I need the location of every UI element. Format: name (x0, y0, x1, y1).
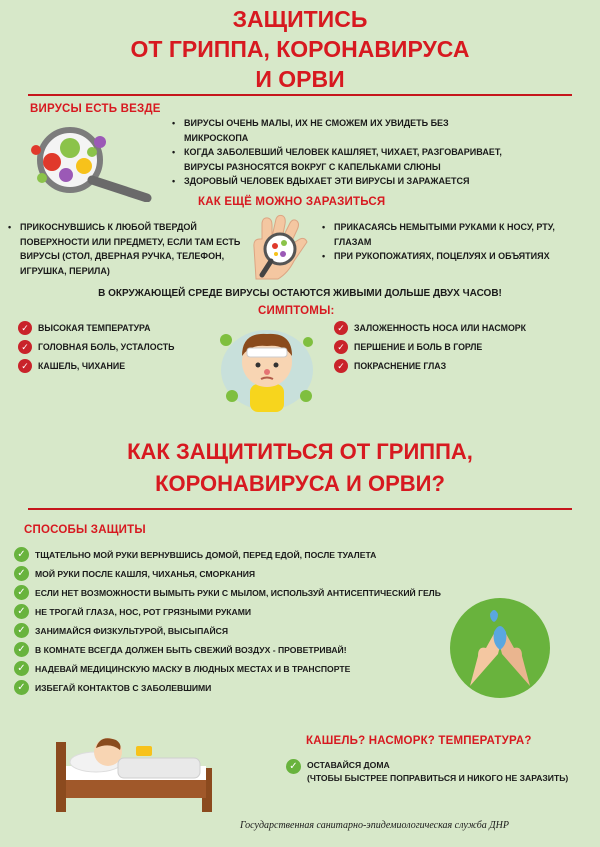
list-item: • ПРИКОСНУВШИСЬ К ЛЮБОЙ ТВЕРДОЙ ПОВЕРХНОСТИ ИЛИ ПРЕДМЕТУ, ЕСЛИ ТАМ ЕСТЬ ВИРУСЫ (СТОЛ, ДВЕРНАЯ РУЧКА, ТЕЛЕФОН, ИГРУШКА, ПЕРИЛА) (8, 220, 248, 278)
viruses-heading: ВИРУСЫ ЕСТЬ ВЕЗДЕ (30, 103, 161, 115)
how-else-left-list (8, 220, 248, 278)
list-item: • ЗДОРОВЫЙ ЧЕЛОВЕК ВДЫХАЕТ ЭТИ ВИРУСЫ И ЗАРАЖАЕТСЯ (172, 174, 512, 189)
sick-child-icon (212, 312, 322, 414)
list-item: ✓ ВЫСОКАЯ ТЕМПЕРАТУРА (18, 318, 208, 337)
list-item: ✓ ИЗБЕГАЙ КОНТАКТОВ С ЗАБОЛЕВШИМИ (14, 678, 454, 697)
red-check-icon: ✓ (18, 340, 32, 354)
protect-list (14, 545, 454, 697)
list-item: ✓ НЕ ТРОГАЙ ГЛАЗА, НОС, РОТ ГРЯЗНЫМИ РУКАМИ (14, 602, 454, 621)
protect-rule (28, 508, 572, 510)
list-item: • ПРИ РУКОПОЖАТИЯХ, ПОЦЕЛУЯХ И ОБЪЯТИЯХ (322, 249, 562, 264)
sick-heading: КАШЕЛЬ? НАСМОРК? ТЕМПЕРАТУРА? (306, 735, 532, 747)
list-item: ✓ В КОМНАТЕ ВСЕГДА ДОЛЖЕН БЫТЬ СВЕЖИЙ ВОЗДУХ - ПРОВЕТРИВАЙ! (14, 640, 454, 659)
green-check-icon: ✓ (14, 623, 29, 638)
green-check-icon: ✓ (14, 680, 29, 695)
list-item: • ВИРУСЫ ОЧЕНЬ МАЛЫ, ИХ НЕ СМОЖЕМ ИХ УВИДЕТЬ БЕЗ МИКРОСКОПА (172, 116, 512, 145)
green-check-icon: ✓ (14, 566, 29, 581)
viruses-list (172, 116, 512, 189)
title-rule (28, 94, 572, 96)
red-check-icon: ✓ (18, 321, 32, 335)
red-check-icon: ✓ (334, 321, 348, 335)
protect-title-line-2: КОРОНАВИРУСА И ОРВИ? (155, 471, 445, 496)
list-item: ✓ ГОЛОВНАЯ БОЛЬ, УСТАЛОСТЬ (18, 337, 208, 356)
protect-heading: СПОСОБЫ ЗАЩИТЫ (24, 524, 146, 536)
stay-home-reason: (ЧТОБЫ БЫСТРЕЕ ПОПРАВИТЬСЯ И НИКОГО НЕ ЗАРАЗИТЬ) (307, 773, 569, 783)
how-else-right-list (322, 220, 562, 264)
list-item: ✓ ЕСЛИ НЕТ ВОЗМОЖНОСТИ ВЫМЫТЬ РУКИ С МЫЛОМ, ИСПОЛЬЗУЙ АНТИСЕПТИЧЕСКИЙ ГЕЛЬ (14, 583, 454, 602)
how-else-heading: КАК ЕЩЁ МОЖНО ЗАРАЗИТЬСЯ (198, 196, 386, 208)
sick-in-bed-icon (52, 722, 228, 814)
title-line-3: И ОРВИ (255, 66, 345, 92)
list-item: ✓ ЗАЛОЖЕННОСТЬ НОСА ИЛИ НАСМОРК (334, 318, 574, 337)
symptoms-heading: СИМПТОМЫ: (258, 305, 335, 317)
green-check-icon: ✓ (14, 604, 29, 619)
green-check-icon: ✓ (14, 661, 29, 676)
symptoms-right-list (334, 318, 574, 375)
protect-title-line-1: КАК ЗАЩИТИТЬСЯ ОТ ГРИППА, (127, 439, 473, 464)
red-check-icon: ✓ (18, 359, 32, 373)
red-check-icon: ✓ (334, 359, 348, 373)
footer-text: Государственная санитарно-эпидемиологическая служба ДНР (240, 820, 509, 831)
title-line-2: ОТ ГРИППА, КОРОНАВИРУСА (130, 36, 470, 62)
list-item: ✓ ПЕРШЕНИЕ И БОЛЬ В ГОРЛЕ (334, 337, 574, 356)
magnifier-virus-icon (22, 120, 162, 202)
red-check-icon: ✓ (334, 340, 348, 354)
list-item: ✓ НАДЕВАЙ МЕДИЦИНСКУЮ МАСКУ В ЛЮДНЫХ МЕСТАХ И В ТРАНСПОРТЕ (14, 659, 454, 678)
green-check-icon: ✓ (14, 642, 29, 657)
list-item: ✓ ПОКРАСНЕНИЕ ГЛАЗ (334, 356, 574, 375)
list-item: • ПРИКАСАЯСЬ НЕМЫТЫМИ РУКАМИ К НОСУ, РТУ, ГЛАЗАМ (322, 220, 562, 249)
stay-home-text: ОСТАВАЙСЯ ДОМА (307, 760, 390, 770)
symptoms-left-list (18, 318, 208, 375)
hand-washing-icon (448, 596, 552, 700)
green-check-icon: ✓ (286, 759, 301, 774)
title-line-1: ЗАЩИТИСЬ (232, 6, 368, 32)
green-check-icon: ✓ (14, 585, 29, 600)
list-item: ✓ ЗАНИМАЙСЯ ФИЗКУЛЬТУРОЙ, ВЫСЫПАЙСЯ (14, 621, 454, 640)
green-check-icon: ✓ (14, 547, 29, 562)
list-item: ✓ КАШЕЛЬ, ЧИХАНИЕ (18, 356, 208, 375)
list-item: • КОГДА ЗАБОЛЕВШИЙ ЧЕЛОВЕК КАШЛЯЕТ, ЧИХАЕТ, РАЗГОВАРИВАЕТ, ВИРУСЫ РАЗНОСЯТСЯ ВОКРУГ С КАПЕЛЬКАМИ СЛЮНЫ (172, 145, 512, 174)
list-item: ✓ МОЙ РУКИ ПОСЛЕ КАШЛЯ, ЧИХАНЬЯ, СМОРКАНИЯ (14, 564, 454, 583)
stay-home-block (286, 759, 568, 785)
hand-magnifier-icon (238, 213, 328, 283)
environment-note: В ОКРУЖАЮЩЕЙ СРЕДЕ ВИРУСЫ ОСТАЮТСЯ ЖИВЫМИ ДОЛЬШЕ ДВУХ ЧАСОВ! (98, 288, 502, 299)
list-item: ✓ ТЩАТЕЛЬНО МОЙ РУКИ ВЕРНУВШИСЬ ДОМОЙ, ПЕРЕД ЕДОЙ, ПОСЛЕ ТУАЛЕТА (14, 545, 454, 564)
